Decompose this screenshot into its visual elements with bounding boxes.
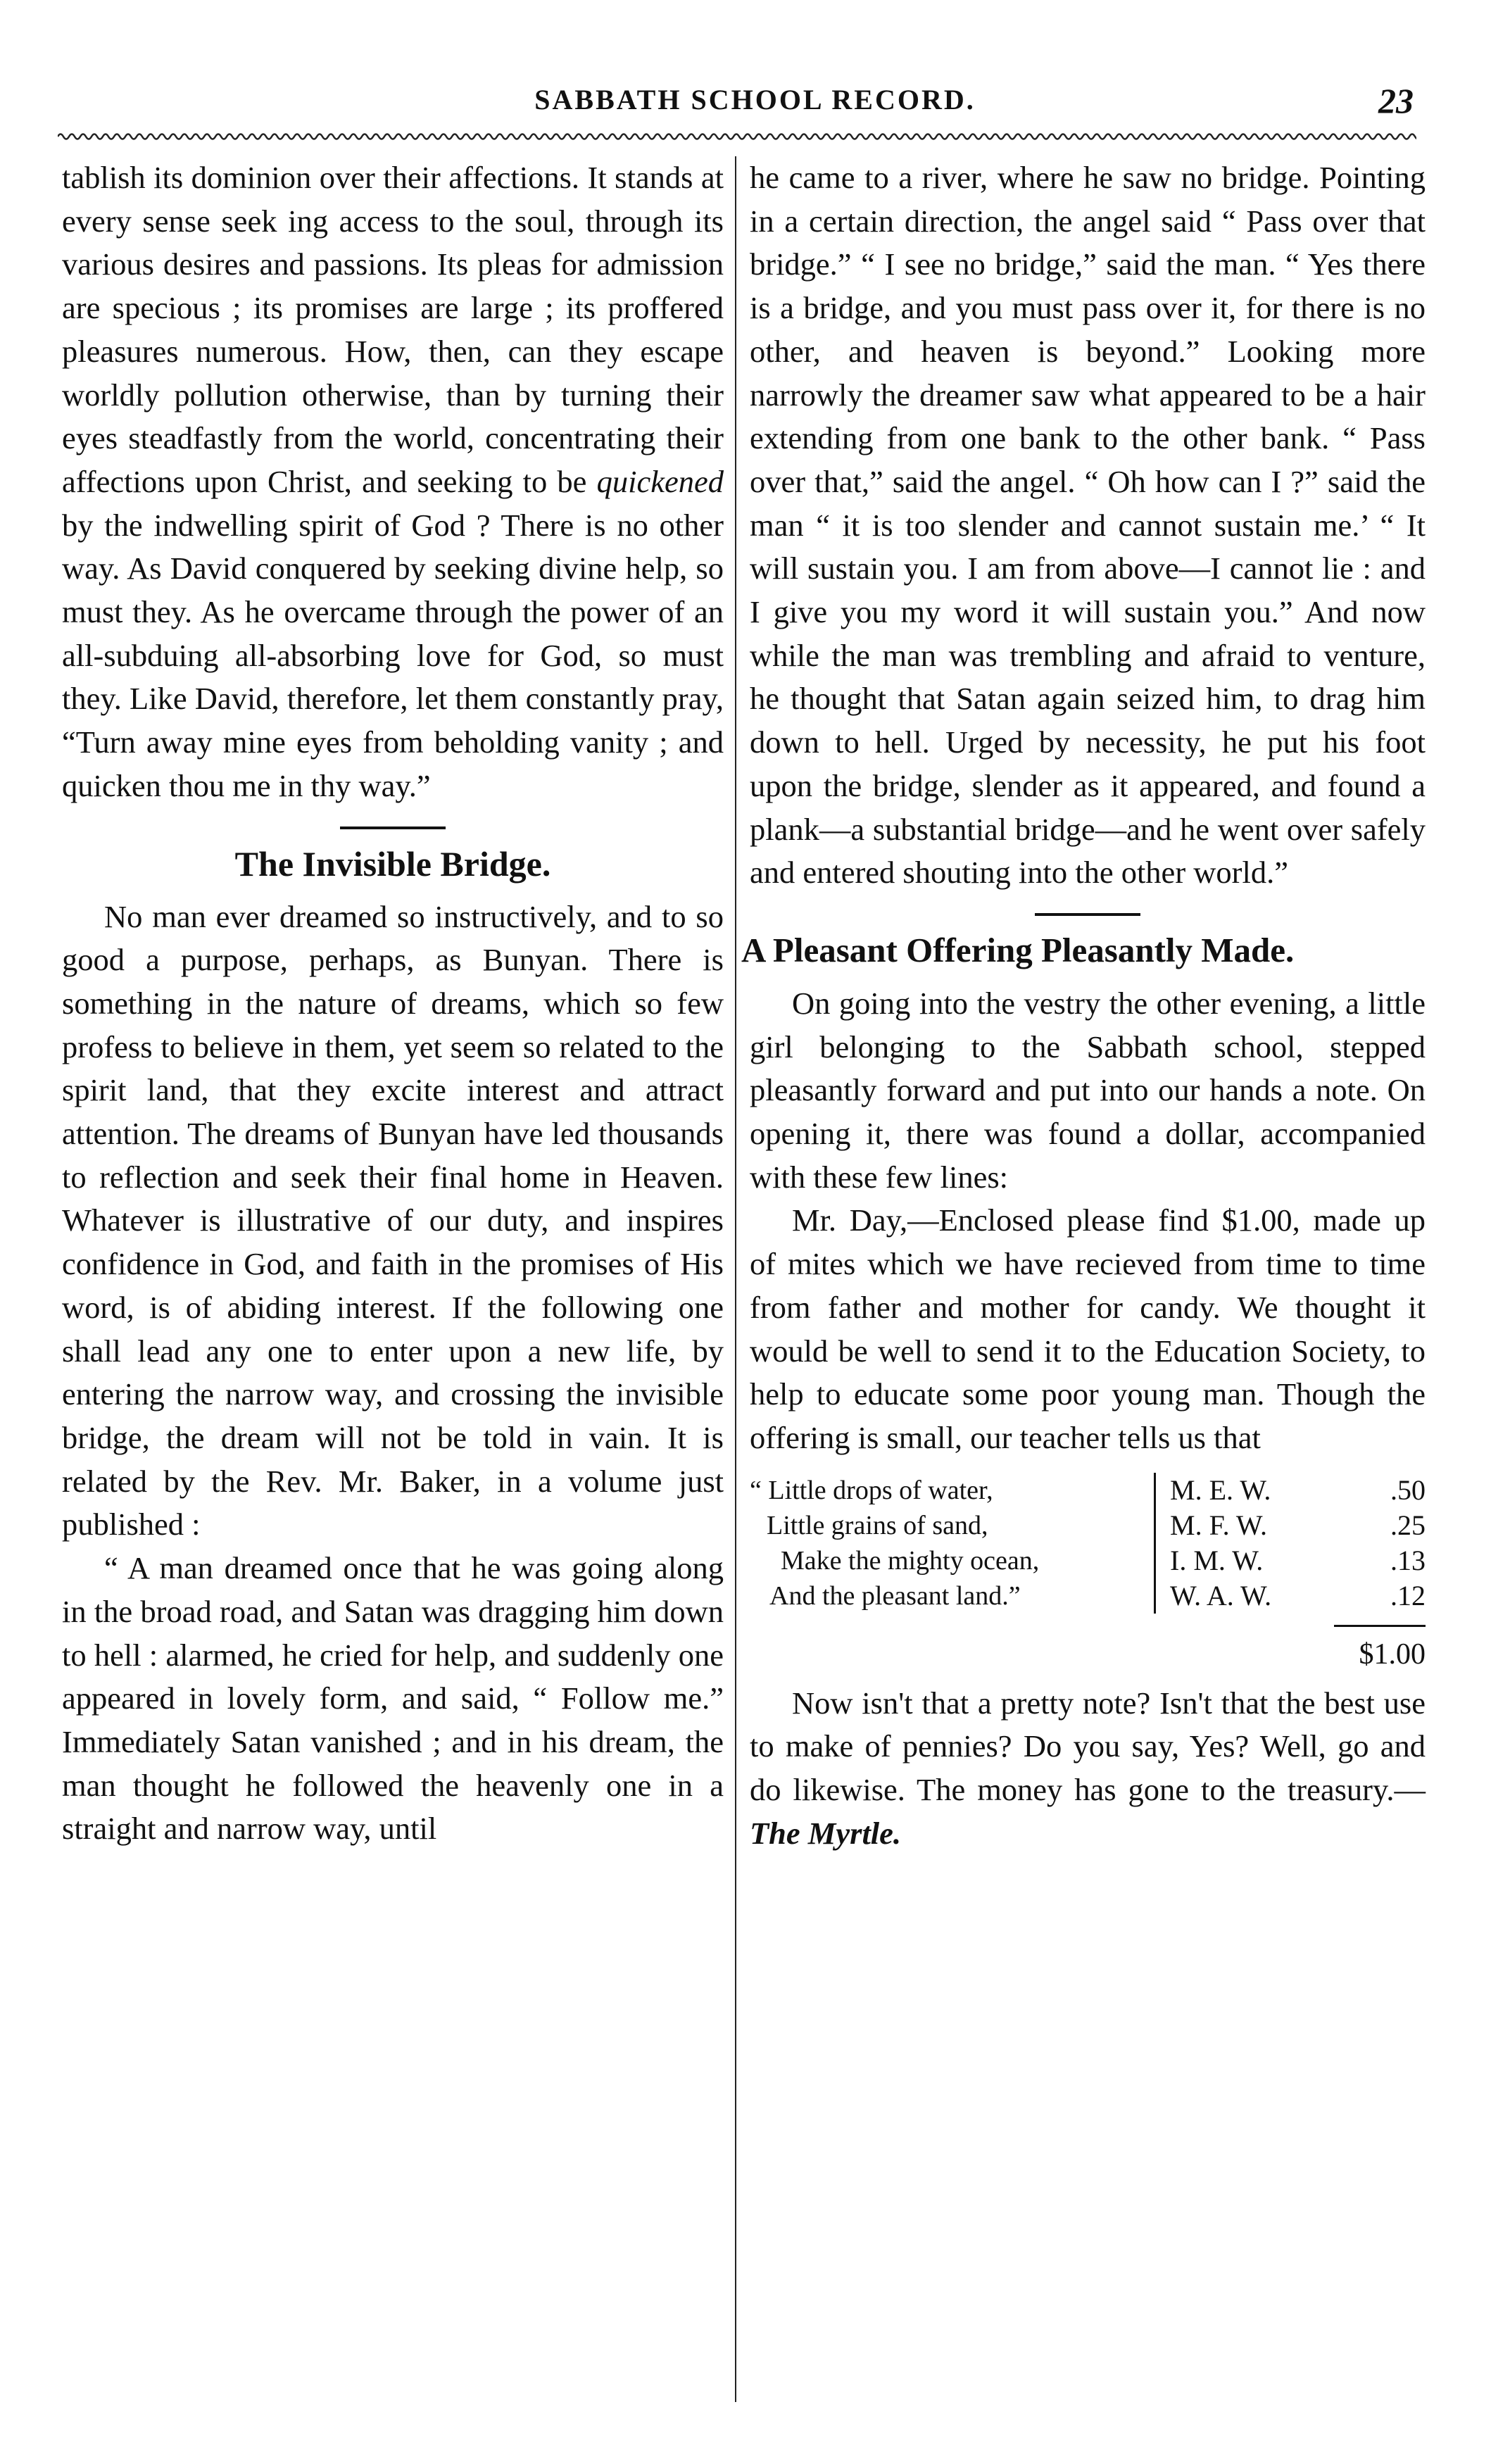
continued-dream-paragraph: he came to a river, where he saw no bridge. Pointing in a certain direction, the angel said “ Pass over that bridge.” “ I see no bridge,” said the man. “ Yes there is a bridge, and you must pass over it, for there is no other, and heaven is beyond.” Looking more narrowly the dreamer saw what appeared to be a hair extending from one bank to the other bank. “ Pass over that,” said the angel. “ Oh how can I ?” said the man “ it is too slender and cannot sustain me.’ “ It will sustain you. I am from above—I cannot lie : and I give you my word it will sustain you.” And now while the man was trembling and afraid to venture, he thought that Satan again seized him, to drag him down to hell. Urged by necessity, he put his foot upon the bridge, slender as it appeared, and found a plank—a substantial bridge—and he went over safely and entered shouting into the other world.”	[750, 160, 1426, 891]
closing-paragraph	[750, 1682, 1426, 1856]
letter-paragraph: Mr. Day,—Enclosed please find $1.00, made up of mites which we have recieved from time to time from father and mother for candy. We thought it would be well to send it to the Education Society, to help to educate some poor young man. Though the offering is small, our teacher tells us that	[750, 1202, 1426, 1455]
contributor-initials: W. A. W.	[1170, 1579, 1272, 1611]
running-head	[0, 83, 1510, 132]
poem-line: “ Little drops of water,	[750, 1475, 993, 1505]
paragraph-text: tablish its dominion over their affections. It stands at every sense seek ing access to the soul, through its various desires and passions. Its pleas for admission are specious ; its promises are large ; its proffered pleasures numerous. How, then, can they escape worldly pollution otherwise, than by turning their eyes steadfastly from the world, concentrating their affections upon Christ, and seeking to be	[62, 160, 724, 499]
contributor-initials: M. F. W.	[1170, 1509, 1267, 1541]
poem-verse	[750, 1473, 1156, 1614]
article-title-invisible-bridge: The Invisible Bridge.	[234, 843, 551, 884]
contributor-initials: M. E. W.	[1170, 1473, 1271, 1506]
dream-paragraph: “ A man dreamed once that he was going along in the broad road, and Satan was dragging him down to hell : alarmed, he cried for help, and suddenly one appeared in lovely form, and said, “ Follow me.” Immediately Satan vanished ; and in his dream, the man thought he followed the heavenly one in a straight and narrow way, until	[62, 1550, 724, 1847]
total-rule	[1334, 1625, 1426, 1627]
contributor-initials: I. M. W.	[1170, 1544, 1264, 1576]
intro-paragraph: On going into the vestry the other evening, a little girl belonging to the Sabbath school, stepped pleasantly forward and put into our hands a note. On opening it, there was found a dollar, accompanied with these few lines:	[750, 985, 1426, 1195]
contribution-total: $1.00	[1359, 1638, 1426, 1671]
contribution-amount: .50	[1390, 1473, 1426, 1506]
poem-line: Little grains of sand,	[767, 1510, 988, 1540]
right-column	[741, 156, 1426, 2402]
contribution-row	[1170, 1473, 1426, 1508]
contribution-row	[1170, 1543, 1426, 1578]
article-title-pleasant-offering: A Pleasant Offering Pleasantly Made.	[741, 930, 1295, 969]
page-number: 23	[1378, 81, 1414, 120]
poem-line: Make the mighty ocean,	[781, 1545, 1040, 1576]
source-attribution: The Myrtle.	[750, 1815, 902, 1851]
contribution-row	[1170, 1578, 1426, 1614]
poem-line: And the pleasant land.”	[769, 1580, 1021, 1611]
section-rule	[1035, 913, 1140, 916]
paragraph-text: Now isn't that a pretty note? Isn't that the best use to make of pennies? Do you say, Yes? Well, go and do likewise. The money has gone to the treasury.—	[750, 1685, 1426, 1808]
column-divider	[735, 156, 736, 2402]
contribution-amount: .12	[1390, 1579, 1426, 1611]
contribution-amount: .25	[1390, 1509, 1426, 1541]
running-title: SABBATH SCHOOL RECORD.	[534, 84, 976, 115]
paragraph-text: by the indwelling spirit of God ? There is no other way. As David conquered by seeking divine help, so must they. As he overcame through the power of an all-subduing all-absorbing love for God, so must they. Like David, therefore, let them constantly pray, “Turn away mine eyes from beholding vanity ; and quicken thou me in thy way.”	[62, 507, 724, 803]
contribution-row	[1170, 1508, 1426, 1543]
article-paragraph: No man ever dreamed so instructively, and to so good a purpose, perhaps, as Bunyan. There is something in the nature of dreams, which so few profess to believe in them, yet seem so related to the spirit land, that they excite interest and attract attention. The dreams of Bunyan have led thousands to reflection and seek their final home in Heaven. Whatever is illustrative of our duty, and inspires confidence in God, and faith in the promises of His word, is of abiding interest. If the following one shall lead any one to enter upon a new life, by entering the narrow way, and crossing the invisible bridge, the dream will not be told in vain. It is related by the Rev. Mr. Baker, in a volume just published :	[62, 898, 724, 1542]
contribution-amount: .13	[1390, 1544, 1426, 1576]
contribution-list	[1156, 1473, 1426, 1614]
continued-paragraph	[62, 156, 724, 808]
emphasis-quickened: quickened	[596, 463, 724, 499]
left-column	[62, 156, 724, 2402]
contribution-ledger	[750, 1473, 1426, 1614]
section-rule	[340, 826, 446, 829]
wavy-header-rule	[58, 130, 1416, 144]
